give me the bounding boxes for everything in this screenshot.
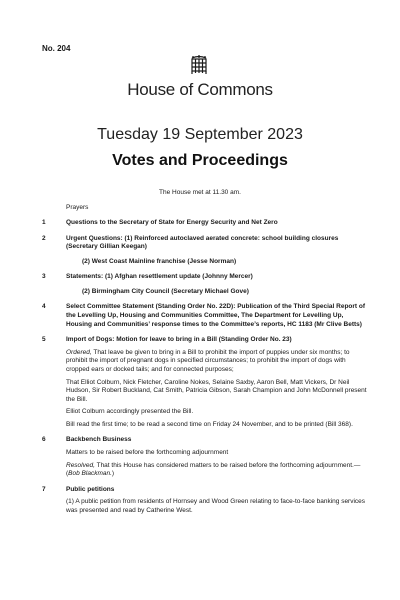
item-heading: Select Committee Statement (Standing Order No. 22D): Publication of the Third Special Report of the Levelling Up, Housing and Communities Committee, The Department for Levelling Up, Housing and Communities’ response times to the Committee’s reports, HC 1183 (Mr Clive Betts): [66, 303, 366, 328]
item-heading: Import of Dogs: Motion for leave to bring in a Bill (Standing Order No. 23): [66, 336, 292, 344]
list-item: [42, 486, 367, 516]
prayers-label: Prayers: [66, 204, 89, 211]
list-item: [42, 336, 367, 429]
list-item: [42, 219, 367, 228]
item-number: 1: [42, 219, 46, 226]
met-statement: The House met at 11.30 am.: [159, 189, 241, 196]
item-subheading: (2) West Coast Mainline franchise (Jesse Norman): [82, 257, 237, 265]
proceedings-list: [42, 219, 367, 522]
document-title: Votes and Proceedings: [112, 152, 288, 169]
item-number: 3: [42, 273, 46, 281]
list-item: [42, 235, 367, 267]
resolution-paragraph: Resolved, That this House has considered matters to be raised before the forthcoming adjournment.—(Bob Blackman.): [66, 461, 361, 478]
item-heading: Urgent Questions: (1) Reinforced autoclaved aerated concrete: school building closures (Secretary Gillian Keegan): [66, 234, 339, 251]
item-number: 6: [42, 436, 46, 444]
list-item: [42, 436, 367, 478]
business-paragraph: Matters to be raised before the forthcoming adjournment: [66, 448, 229, 456]
order-paragraph: Ordered, That leave be given to bring in a Bill to prohibit the import of puppies under six months; to prohibit the import of pregnant dogs in specified circumstances; to prohibit the import of dogs with cropped ears or docked tails; and for connected purposes;: [66, 348, 350, 373]
sitting-date: Tuesday 19 September 2023: [97, 126, 303, 143]
order-keyword: Ordered,: [66, 348, 92, 356]
item-number: 5: [42, 336, 46, 344]
item-heading: Public petitions: [66, 485, 115, 493]
list-item: [42, 273, 367, 296]
item-subheading: (2) Birmingham City Council (Secretary Michael Gove): [82, 287, 249, 295]
list-item: [42, 303, 367, 329]
portcullis-icon: [189, 54, 209, 76]
presenters-paragraph: That Elliot Colburn, Nick Fletcher, Caroline Nokes, Selaine Saxby, Aaron Bell, Matt Vickers, Dr Neil Hudson, Sir Robert Buckland, Cat Smith, Patricia Gibson, Sarah Champion and John McDonnell present the Bill.: [66, 378, 367, 403]
document-number: No. 204: [42, 44, 71, 53]
reading-paragraph: Bill read the first time; to be read a second time on Friday 24 November, and to be printed (Bill 368).: [66, 420, 353, 428]
item-number: 2: [42, 234, 46, 242]
item-number: 7: [42, 485, 46, 493]
item-heading: Statements: (1) Afghan resettlement update (Johnny Mercer): [66, 273, 253, 281]
item-number: 4: [42, 303, 46, 311]
item-heading: Backbench Business: [66, 436, 132, 444]
item-heading: Questions to the Secretary of State for Energy Security and Net Zero: [66, 219, 278, 226]
petition-paragraph: (1) A public petition from residents of Hornsey and Wood Green relating to face-to-face banking services was presented and read by Catherine West.: [66, 498, 366, 514]
presented-paragraph: Elliot Colburn accordingly presented the Bill.: [66, 408, 194, 416]
house-name: House of Commons: [127, 80, 273, 99]
